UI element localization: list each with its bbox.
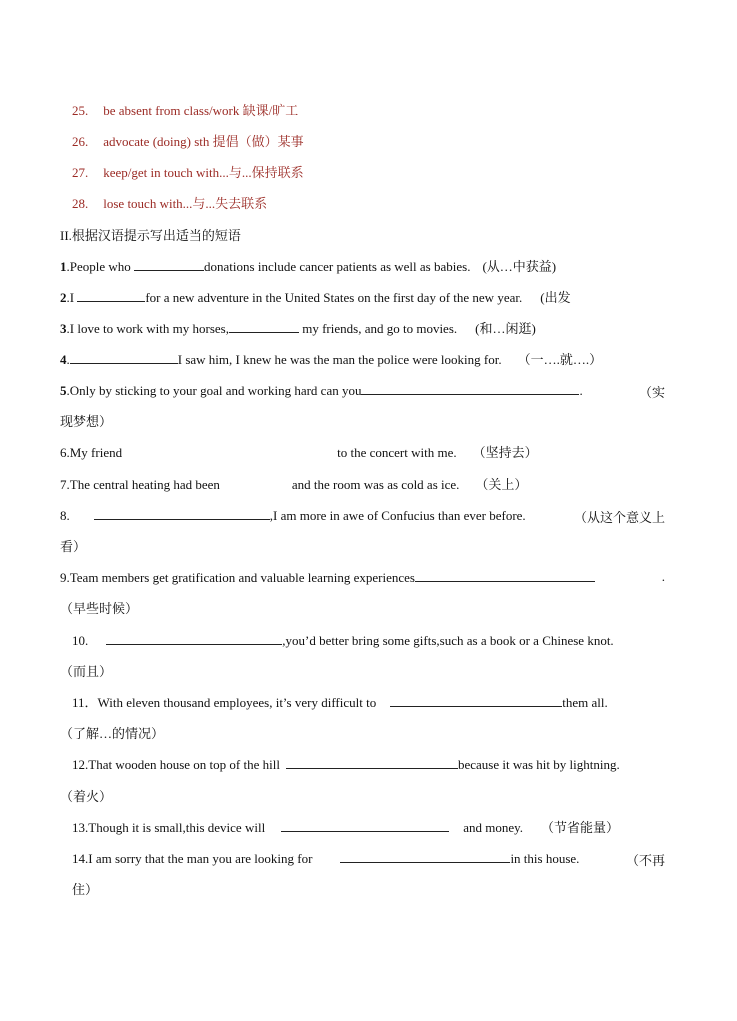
item-number: 11 [72, 695, 85, 710]
exercise-item-3 [60, 320, 536, 338]
answer-blank[interactable] [70, 351, 178, 364]
exercise-item-4 [60, 351, 602, 369]
item-text-before: .I [66, 290, 78, 305]
item-number: 3 [60, 321, 67, 336]
chinese-hint-continued: （而且） [60, 664, 113, 679]
item-text-after: . [579, 383, 583, 398]
item-text-before: .Though it is small,this device will [85, 820, 266, 835]
answer-blank[interactable] [77, 289, 145, 302]
phrase-number: 27. [72, 165, 89, 180]
item-number: 12 [72, 757, 85, 772]
item-text-after: because it was hit by lightning. [457, 757, 620, 772]
item-text-before: .I love to work with my horses, [66, 321, 229, 336]
item-text-before: . [66, 352, 70, 367]
item-text-before: .That wooden house on top of the hill [85, 757, 280, 772]
exercise-item-7 [60, 476, 527, 494]
answer-blank[interactable] [286, 756, 458, 769]
chinese-hint-continued: （着火） [60, 789, 113, 804]
exercise-item-8 [60, 507, 526, 525]
item-number: 2 [60, 290, 67, 305]
answer-blank[interactable] [361, 382, 579, 395]
item-text-after: for a new adventure in the United States on the first day of the new year. [145, 290, 523, 305]
exercise-item-9 [60, 569, 595, 587]
item-text-after: . [661, 569, 665, 584]
chinese-hint-continued: （早些时候） [60, 601, 139, 616]
answer-blank[interactable] [390, 694, 562, 707]
item-number: 5 [60, 383, 67, 398]
item-number: 9 [60, 570, 67, 585]
answer-blank[interactable] [134, 258, 204, 271]
item-text-before: . [66, 508, 70, 523]
item-number: 6 [60, 445, 67, 460]
item-number: 14 [72, 851, 85, 866]
chinese-hint-continued: 住） [72, 882, 99, 897]
answer-blank[interactable] [281, 819, 449, 832]
phrase-number: 26. [72, 134, 89, 149]
item-number: 8 [60, 508, 67, 523]
item-text-after: donations include cancer patients as well as babies. [204, 259, 471, 274]
answer-blank[interactable] [229, 320, 299, 333]
item-text-before: .Only by sticking to your goal and working hard can you [66, 383, 362, 398]
chinese-hint: （一….就….） [517, 352, 603, 367]
phrase-item [72, 164, 304, 182]
item-text-before: ．With eleven thousand employees, it’s very difficult to [84, 695, 377, 710]
item-text-before: .People who [66, 259, 135, 274]
item-text-before: .My friend [66, 445, 123, 460]
section-title: II.根据汉语提示写出适当的短语 [60, 228, 241, 243]
answer-blank[interactable] [415, 569, 595, 582]
item-text-after: and money. [463, 820, 523, 835]
phrase-item [72, 133, 304, 151]
exercise-item-1 [60, 258, 556, 276]
exercise-item-14 [72, 850, 579, 868]
chinese-hint-continued: 看） [60, 539, 87, 554]
item-text-before: .I am sorry that the man you are looking for [85, 851, 313, 866]
phrase-text: keep/get in touch with...与...保持联系 [103, 165, 304, 180]
chinese-hint-continued: 现梦想） [60, 414, 113, 429]
exercise-item-12 [72, 756, 620, 774]
exercise-item-10 [72, 632, 614, 650]
chinese-hint: （不再 [625, 853, 665, 868]
exercise-item-6 [60, 444, 538, 462]
item-number: 10 [72, 633, 85, 648]
chinese-hint-continued: （了解…的情况） [60, 726, 165, 741]
exercise-item-5 [60, 382, 583, 400]
chinese-hint: (和…闲逛) [475, 321, 536, 336]
phrase-text: be absent from class/work 缺课/旷工 [103, 103, 299, 118]
answer-blank[interactable] [340, 850, 510, 863]
phrase-text: lose touch with...与...失去联系 [103, 196, 268, 211]
chinese-hint: （节省能量） [541, 820, 620, 835]
phrase-number: 25. [72, 103, 89, 118]
phrase-item [72, 102, 298, 120]
item-text-after: in this house. [510, 851, 580, 866]
phrase-item [72, 195, 267, 213]
chinese-hint: （从这个意义上 [573, 510, 665, 525]
exercise-item-11 [72, 694, 608, 712]
item-text-after: them all. [562, 695, 608, 710]
chinese-hint: (出发 [540, 290, 571, 305]
item-number: 7 [60, 477, 67, 492]
item-text-before: . [85, 633, 89, 648]
item-number: 1 [60, 259, 67, 274]
item-text-after: ,you’d better bring some gifts,such as a book or a Chinese knot. [282, 633, 614, 648]
exercise-item-2 [60, 289, 571, 307]
chinese-hint: （关上） [475, 477, 528, 492]
item-text-before: .The central heating had been [66, 477, 220, 492]
item-text-after: and the room was as cold as ice. [291, 477, 460, 492]
chinese-hint: （坚持去） [472, 445, 538, 460]
item-text-after: my friends, and go to movies. [298, 321, 458, 336]
item-text-after: to the concert with me. [337, 445, 457, 460]
exercise-item-13 [72, 819, 619, 837]
answer-blank[interactable] [106, 632, 282, 645]
item-text-after: ,I am more in awe of Confucius than ever before. [269, 508, 526, 523]
item-number: 13 [72, 820, 85, 835]
chinese-hint: (从…中获益) [482, 259, 557, 274]
chinese-hint: （实 [638, 385, 665, 400]
item-text-after: I saw him, I knew he was the man the police were looking for. [177, 352, 502, 367]
phrase-number: 28. [72, 196, 89, 211]
item-number: 4 [60, 352, 67, 367]
phrase-text: advocate (doing) sth 提倡（做）某事 [103, 134, 304, 149]
answer-blank[interactable] [94, 507, 270, 520]
item-text-before: .Team members get gratification and valuable learning experiences [66, 570, 415, 585]
